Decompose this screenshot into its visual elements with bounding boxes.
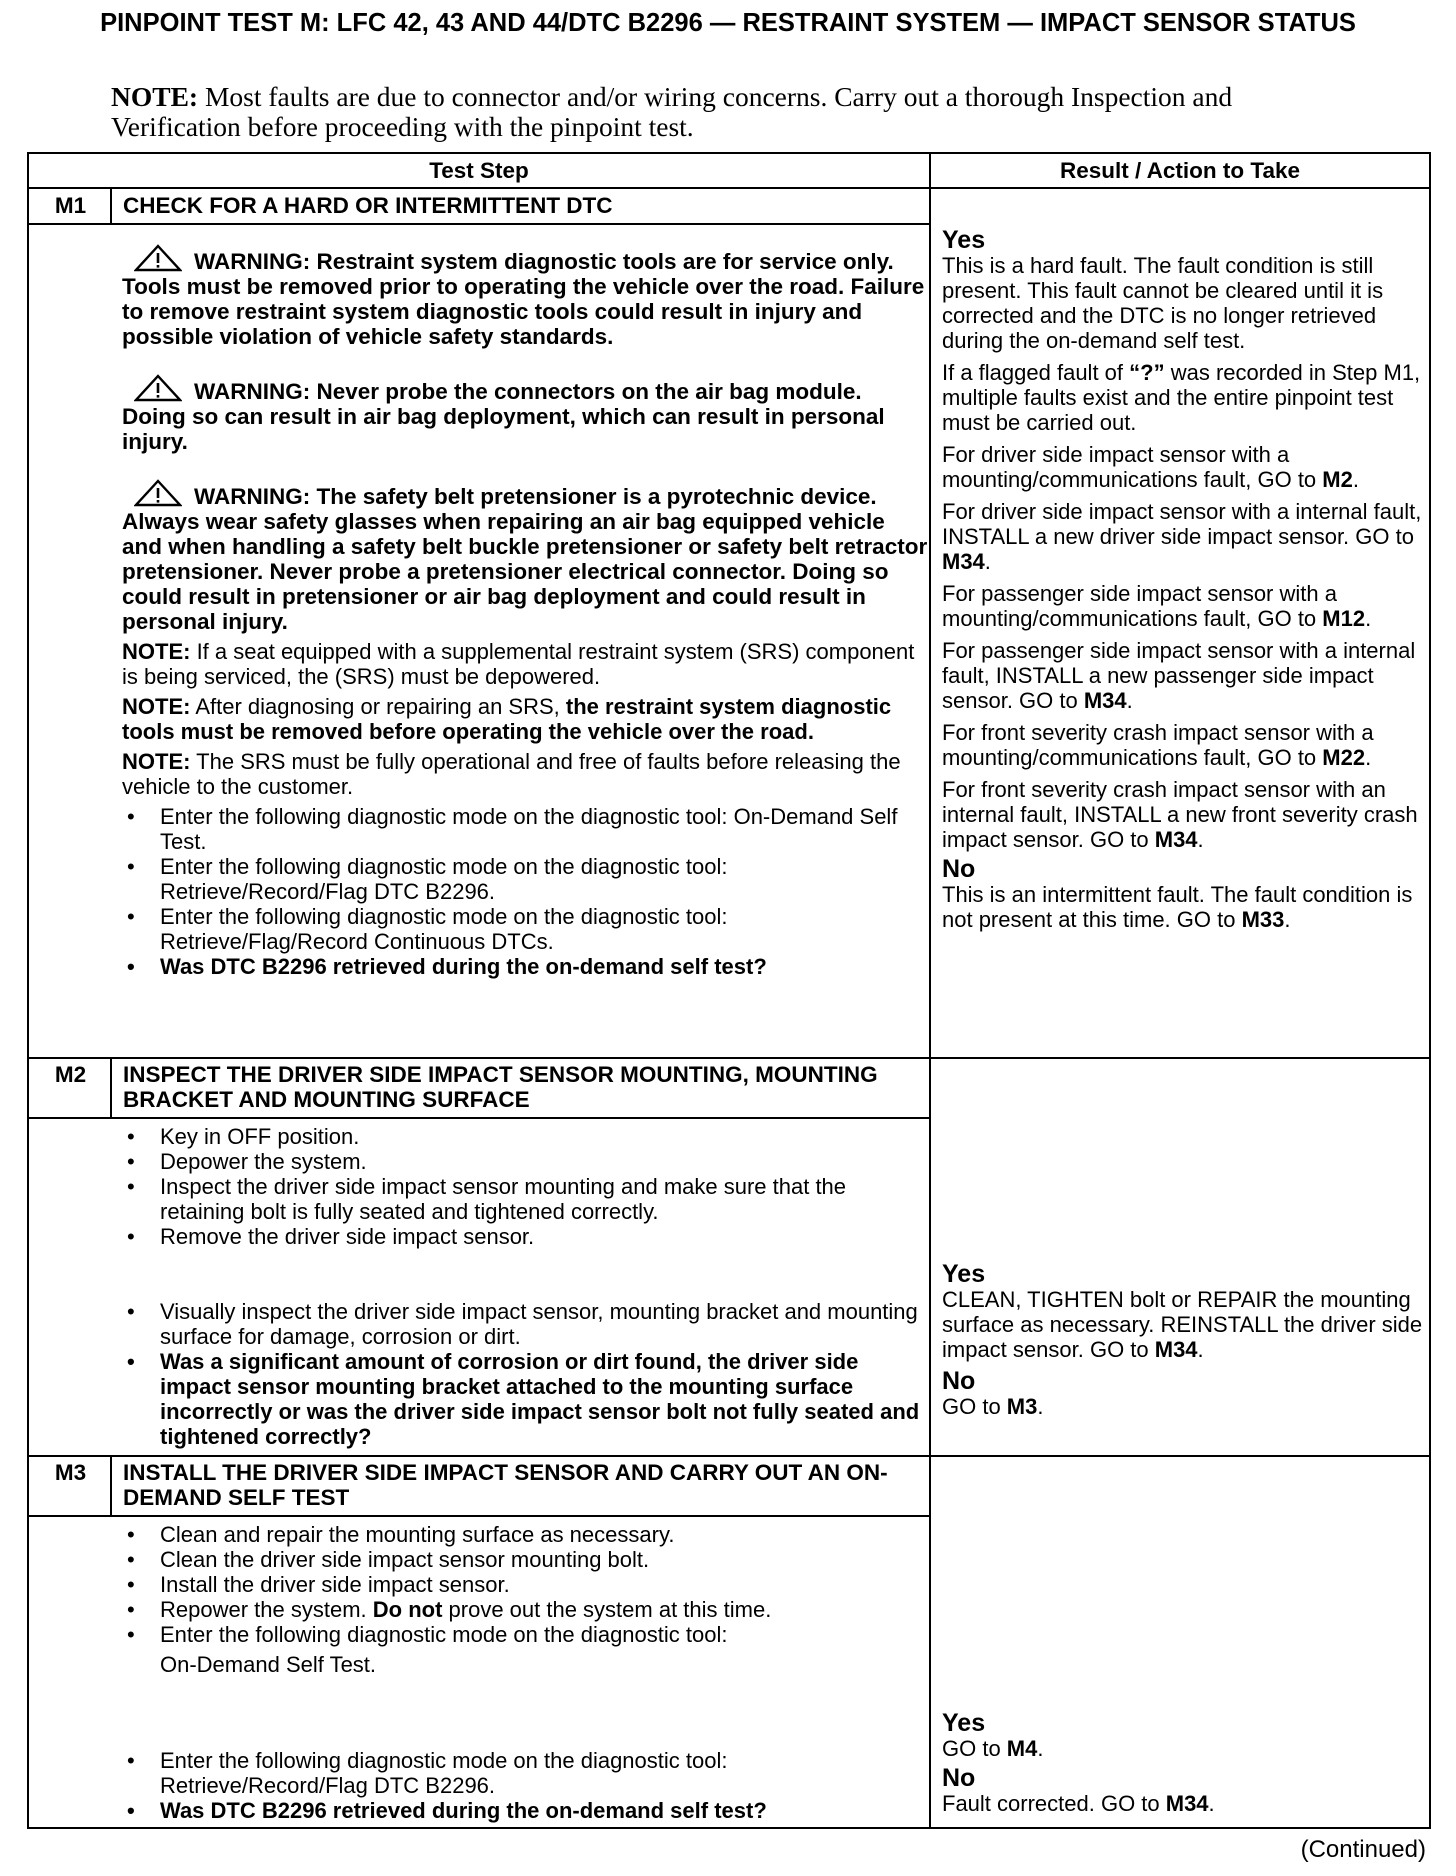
m1-result-passenger-mount: For passenger side impact sensor with a mounting/communications fault, GO to M12. — [942, 581, 1372, 631]
step-title-m2: INSPECT THE DRIVER SIDE IMPACT SENSOR MOUNTING, MOUNTING BRACKET AND MOUNTING SURFACE — [123, 1062, 878, 1112]
list-item: • Enter the following diagnostic mode on the diagnostic tool: Retrieve/Record/Flag DTC B2296. — [122, 854, 930, 904]
m3-yes-text: GO to M4. — [942, 1736, 1044, 1761]
m3-test-content-b — [122, 1748, 930, 1823]
yes-label: Yes — [942, 1260, 986, 1288]
step-title-m1: CHECK FOR A HARD OR INTERMITTENT DTC — [123, 193, 613, 218]
m1-title-divider — [27, 223, 931, 225]
m1-result-passenger-internal: For passenger side impact sensor with a internal fault, INSTALL a new passenger side impact sensor. GO to M34. — [942, 638, 1416, 713]
step-id-m3: M3 — [54, 1460, 87, 1485]
question-m1: • Was DTC B2296 retrieved during the on-demand self test? — [122, 954, 930, 979]
warning-3 — [122, 479, 930, 634]
no-label: No — [942, 855, 976, 883]
note-label: NOTE: — [111, 81, 199, 112]
intro-note — [111, 82, 1361, 142]
header-test-step: Test Step — [429, 158, 529, 183]
m1-result-front-mount: For front severity crash impact sensor with a mounting/communications fault, GO to M22. — [942, 720, 1374, 770]
step-id-m1: M1 — [54, 193, 87, 218]
m2-row-divider — [27, 1455, 1431, 1457]
warning-2-text: WARNING: Never probe the connectors on the air bag module. Doing so can result in air bag deployment, which can result in personal injury. — [122, 379, 885, 454]
note-text: Most faults are due to connector and/or wiring concerns. Carry out a thorough Inspection and Verification before proceeding with the pinpoint test. — [111, 81, 1233, 142]
m1-no-text: This is an intermittent fault. The fault condition is not present at this time. GO to M33. — [942, 882, 1413, 932]
yes-label: Yes — [942, 1709, 986, 1737]
list-item: • Enter the following diagnostic mode on the diagnostic tool: On-Demand Self Test. — [122, 804, 930, 854]
no-label: No — [942, 1367, 976, 1395]
list-item: • Repower the system. Do not prove out the system at this time. — [122, 1597, 930, 1622]
m3-title-divider — [27, 1515, 931, 1517]
m3-test-content-a — [122, 1522, 930, 1677]
header-divider — [27, 187, 1431, 189]
list-item: • Install the driver side impact sensor. — [122, 1572, 930, 1597]
m2-result — [942, 1261, 1426, 1419]
question-m2: • Was a significant amount of corrosion or dirt found, the driver side impact sensor mounting bracket attached to the mounting surface incorrectly or was the driver side impact sensor bolt not fully seated and tightened correctly? — [122, 1349, 930, 1449]
m1-yes-text: This is a hard fault. The fault condition is still present. This fault cannot be cleared until it is corrected and the DTC is no longer retrieved during the on-demand self test. — [942, 253, 1384, 353]
warning-1-text: WARNING: Restraint system diagnostic tools are for service only. Tools must be removed prior to operating the vehicle over the road. Failure to remove restraint system diagnostic tools could result in injury and possible violation of vehicle safety standards. — [122, 249, 925, 349]
m2-title-divider — [27, 1117, 931, 1119]
step-title-m3: INSTALL THE DRIVER SIDE IMPACT SENSOR AND CARRY OUT AN ON-DEMAND SELF TEST — [123, 1460, 888, 1510]
warning-2 — [122, 374, 930, 454]
list-item: • Clean the driver side impact sensor mounting bolt. — [122, 1547, 930, 1572]
note-3: NOTE: The SRS must be fully operational and free of faults before releasing the vehicle to the customer. — [122, 749, 901, 799]
m3-result — [942, 1710, 1426, 1816]
m1-row-divider — [27, 1057, 1431, 1059]
header-result-action: Result / Action to Take — [1059, 158, 1301, 183]
m1-result-driver-mount: For driver side impact sensor with a mounting/communications fault, GO to M2. — [942, 442, 1359, 492]
m2-test-content-a — [122, 1124, 930, 1249]
m3-no-text: Fault corrected. GO to M34. — [942, 1791, 1215, 1816]
list-item: • Enter the following diagnostic mode on the diagnostic tool: — [122, 1622, 930, 1647]
m2-yes-text: CLEAN, TIGHTEN bolt or REPAIR the mounting surface as necessary. REINSTALL the driver side impact sensor. GO to M34. — [942, 1287, 1423, 1362]
question-m3: • Was DTC B2296 retrieved during the on-demand self test? — [122, 1798, 930, 1823]
page-title: PINPOINT TEST M: LFC 42, 43 AND 44/DTC B2296 — RESTRAINT SYSTEM — IMPACT SENSOR STATUS — [100, 9, 1356, 37]
note-1: NOTE: If a seat equipped with a supplemental restraint system (SRS) component is being serviced, the (SRS) must be depowered. — [122, 639, 915, 689]
warning-triangle-icon — [134, 244, 182, 272]
list-item: • Remove the driver side impact sensor. — [122, 1224, 930, 1249]
list-item: • Inspect the driver side impact sensor mounting and make sure that the retaining bolt is fully seated and tightened correctly. — [122, 1174, 930, 1224]
m1-result-flagged: If a flagged fault of “?” was recorded in Step M1, multiple faults exist and the entire pinpoint test must be carried out. — [942, 360, 1421, 435]
m2-no-text: GO to M3. — [942, 1394, 1044, 1419]
step-id-m2: M2 — [54, 1062, 87, 1087]
list-item: • Key in OFF position. — [122, 1124, 930, 1149]
warning-triangle-icon — [134, 479, 182, 507]
no-label: No — [942, 1764, 976, 1792]
list-item: • Enter the following diagnostic mode on the diagnostic tool: Retrieve/Record/Flag DTC B2296. — [122, 1748, 930, 1798]
m1-test-content — [122, 244, 930, 979]
m1-result-driver-internal: For driver side impact sensor with a internal fault, INSTALL a new driver side impact sensor. GO to M34. — [942, 499, 1422, 574]
continued-label: (Continued) — [1300, 1836, 1426, 1863]
warning-3-text: WARNING: The safety belt pretensioner is a pyrotechnic device. Always wear safety glasses when repairing an air bag equipped vehicle and when handling a safety belt buckle pretensioner or safety belt retractor pretensioner. Never probe a pretensioner electrical connector. Doing so could result in pretensioner or air bag deployment and could result in personal injury. — [122, 484, 928, 634]
yes-label: Yes — [942, 226, 986, 254]
warning-1 — [122, 244, 930, 349]
warning-triangle-icon — [134, 374, 182, 402]
m1-result-front-internal: For front severity crash impact sensor with an internal fault, INSTALL a new front severity crash impact sensor. GO to M34. — [942, 777, 1418, 852]
note-2: NOTE: After diagnosing or repairing an SRS, the restraint system diagnostic tools must be removed before operating the vehicle over the road. — [122, 694, 892, 744]
list-item: • Clean and repair the mounting surface as necessary. — [122, 1522, 930, 1547]
list-item: • Enter the following diagnostic mode on the diagnostic tool: Retrieve/Flag/Record Continuous DTCs. — [122, 904, 930, 954]
list-item: • Depower the system. — [122, 1149, 930, 1174]
list-item: • Visually inspect the driver side impact sensor, mounting bracket and mounting surface for damage, corrosion or dirt. — [122, 1299, 930, 1349]
mode-value: On-Demand Self Test. — [160, 1652, 377, 1677]
m1-result — [942, 227, 1426, 932]
m2-test-content-b — [122, 1299, 930, 1449]
